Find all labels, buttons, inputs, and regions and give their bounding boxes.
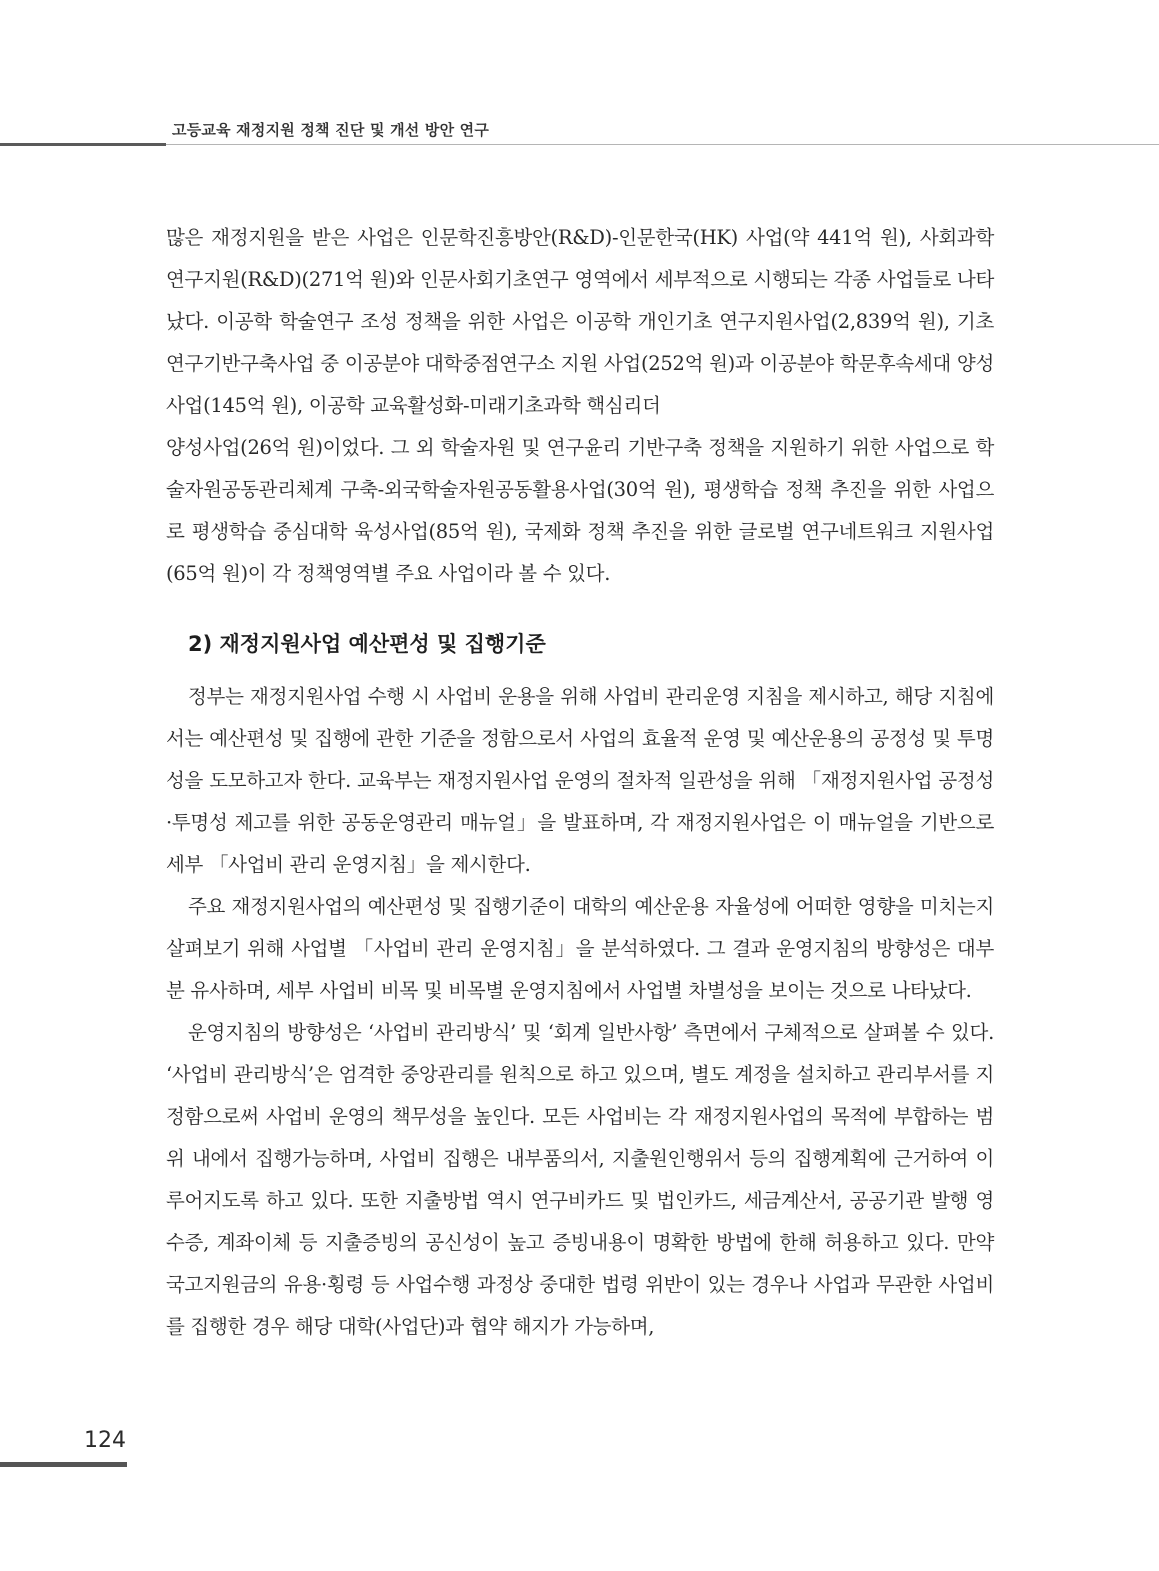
paragraph: 정부는 재정지원사업 수행 시 사업비 운용을 위해 사업비 관리운영 지침을 제시하고, 해당 지침에서는 예산편성 및 집행에 관한 기준을 정함으로서 사업의 효율적 운영 및 예산운용의 공정성 및 투명성을 도모하고자 한다. 교육부는 재정지원사업 운영의 절차적 일관성을 위해 「재정지원사업 공정성·투명성 제고를 위한 공동운영관리 매뉴얼」을 발표하며, 각 재정지원사업은 이 매뉴얼을 기반으로 세부 「사업비 관리 운영지침」을 제시한다. <box>166 685 994 876</box>
section-heading: 2) 재정지원사업 예산편성 및 집행기준 <box>188 632 546 656</box>
body-text-top <box>166 217 994 595</box>
header-rule <box>166 144 1159 145</box>
paragraph: 주요 재정지원사업의 예산편성 및 집행기준이 대학의 예산운용 자율성에 어떠한 영향을 미치는지 살펴보기 위해 사업별 「사업비 관리 운영지침」을 분석하였다. 그 결과 운영지침의 방향성은 대부분 유사하며, 세부 사업비 비목 및 비목별 운영지침에서 사업별 차별성을 보이는 것으로 나타났다. <box>166 895 994 1002</box>
footer-rule <box>0 1462 127 1467</box>
paragraph: 많은 재정지원을 받은 사업은 인문학진흥방안(R&D)-인문한국(HK) 사업(약 441억 원), 사회과학연구지원(R&D)(271억 원)와 인문사회기초연구 영역에서 세부적으로 시행되는 각종 사업들로 나타났다. 이공학 학술연구 조성 정책을 위한 사업은 이공학 개인기초 연구지원사업(2,839억 원), 기초연구기반구축사업 중 이공분야 대학중점연구소 지원 사업(252억 원)과 이공분야 학문후속세대 양성 사업(145억 원), 이공학 교육활성화-미래기초과학 핵심리더 <box>166 226 994 417</box>
paragraph: 양성사업(26억 원)이었다. 그 외 학술자원 및 연구윤리 기반구축 정책을 지원하기 위한 사업으로 학술자원공동관리체계 구축-외국학술자원공동활용사업(30억 원), 평생학습 정책 추진을 위한 사업으로 평생학습 중심대학 육성사업(85억 원), 국제화 정책 추진을 위한 글로벌 연구네트워크 지원사업(65억 원)이 각 정책영역별 주요 사업이라 볼 수 있다. <box>166 436 994 585</box>
paragraph: 운영지침의 방향성은 ‘사업비 관리방식’ 및 ‘회계 일반사항’ 측면에서 구체적으로 살펴볼 수 있다. ‘사업비 관리방식’은 엄격한 중앙관리를 원칙으로 하고 있으며, 별도 계정을 설치하고 관리부서를 지정함으로써 사업비 운영의 책무성을 높인다. 모든 사업비는 각 재정지원사업의 목적에 부합하는 범위 내에서 집행가능하며, 사업비 집행은 내부품의서, 지출원인행위서 등의 집행계획에 근거하여 이루어지도록 하고 있다. 또한 지출방법 역시 연구비카드 및 법인카드, 세금계산서, 공공기관 발행 영수증, 계좌이체 등 지출증빙의 공신성이 높고 증빙내용이 명확한 방법에 한해 허용하고 있다. 만약 국고지원금의 유용·횡령 등 사업수행 과정상 중대한 법령 위반이 있는 경우나 사업과 무관한 사업비를 집행한 경우 해당 대학(사업단)과 협약 해지가 가능하며, <box>166 1021 994 1338</box>
header-rule-accent <box>0 143 166 146</box>
page-number: 124 <box>84 1428 126 1453</box>
running-header-title: 고등교육 재정지원 정책 진단 및 개선 방안 연구 <box>172 121 490 139</box>
body-text-bottom <box>166 676 994 1348</box>
